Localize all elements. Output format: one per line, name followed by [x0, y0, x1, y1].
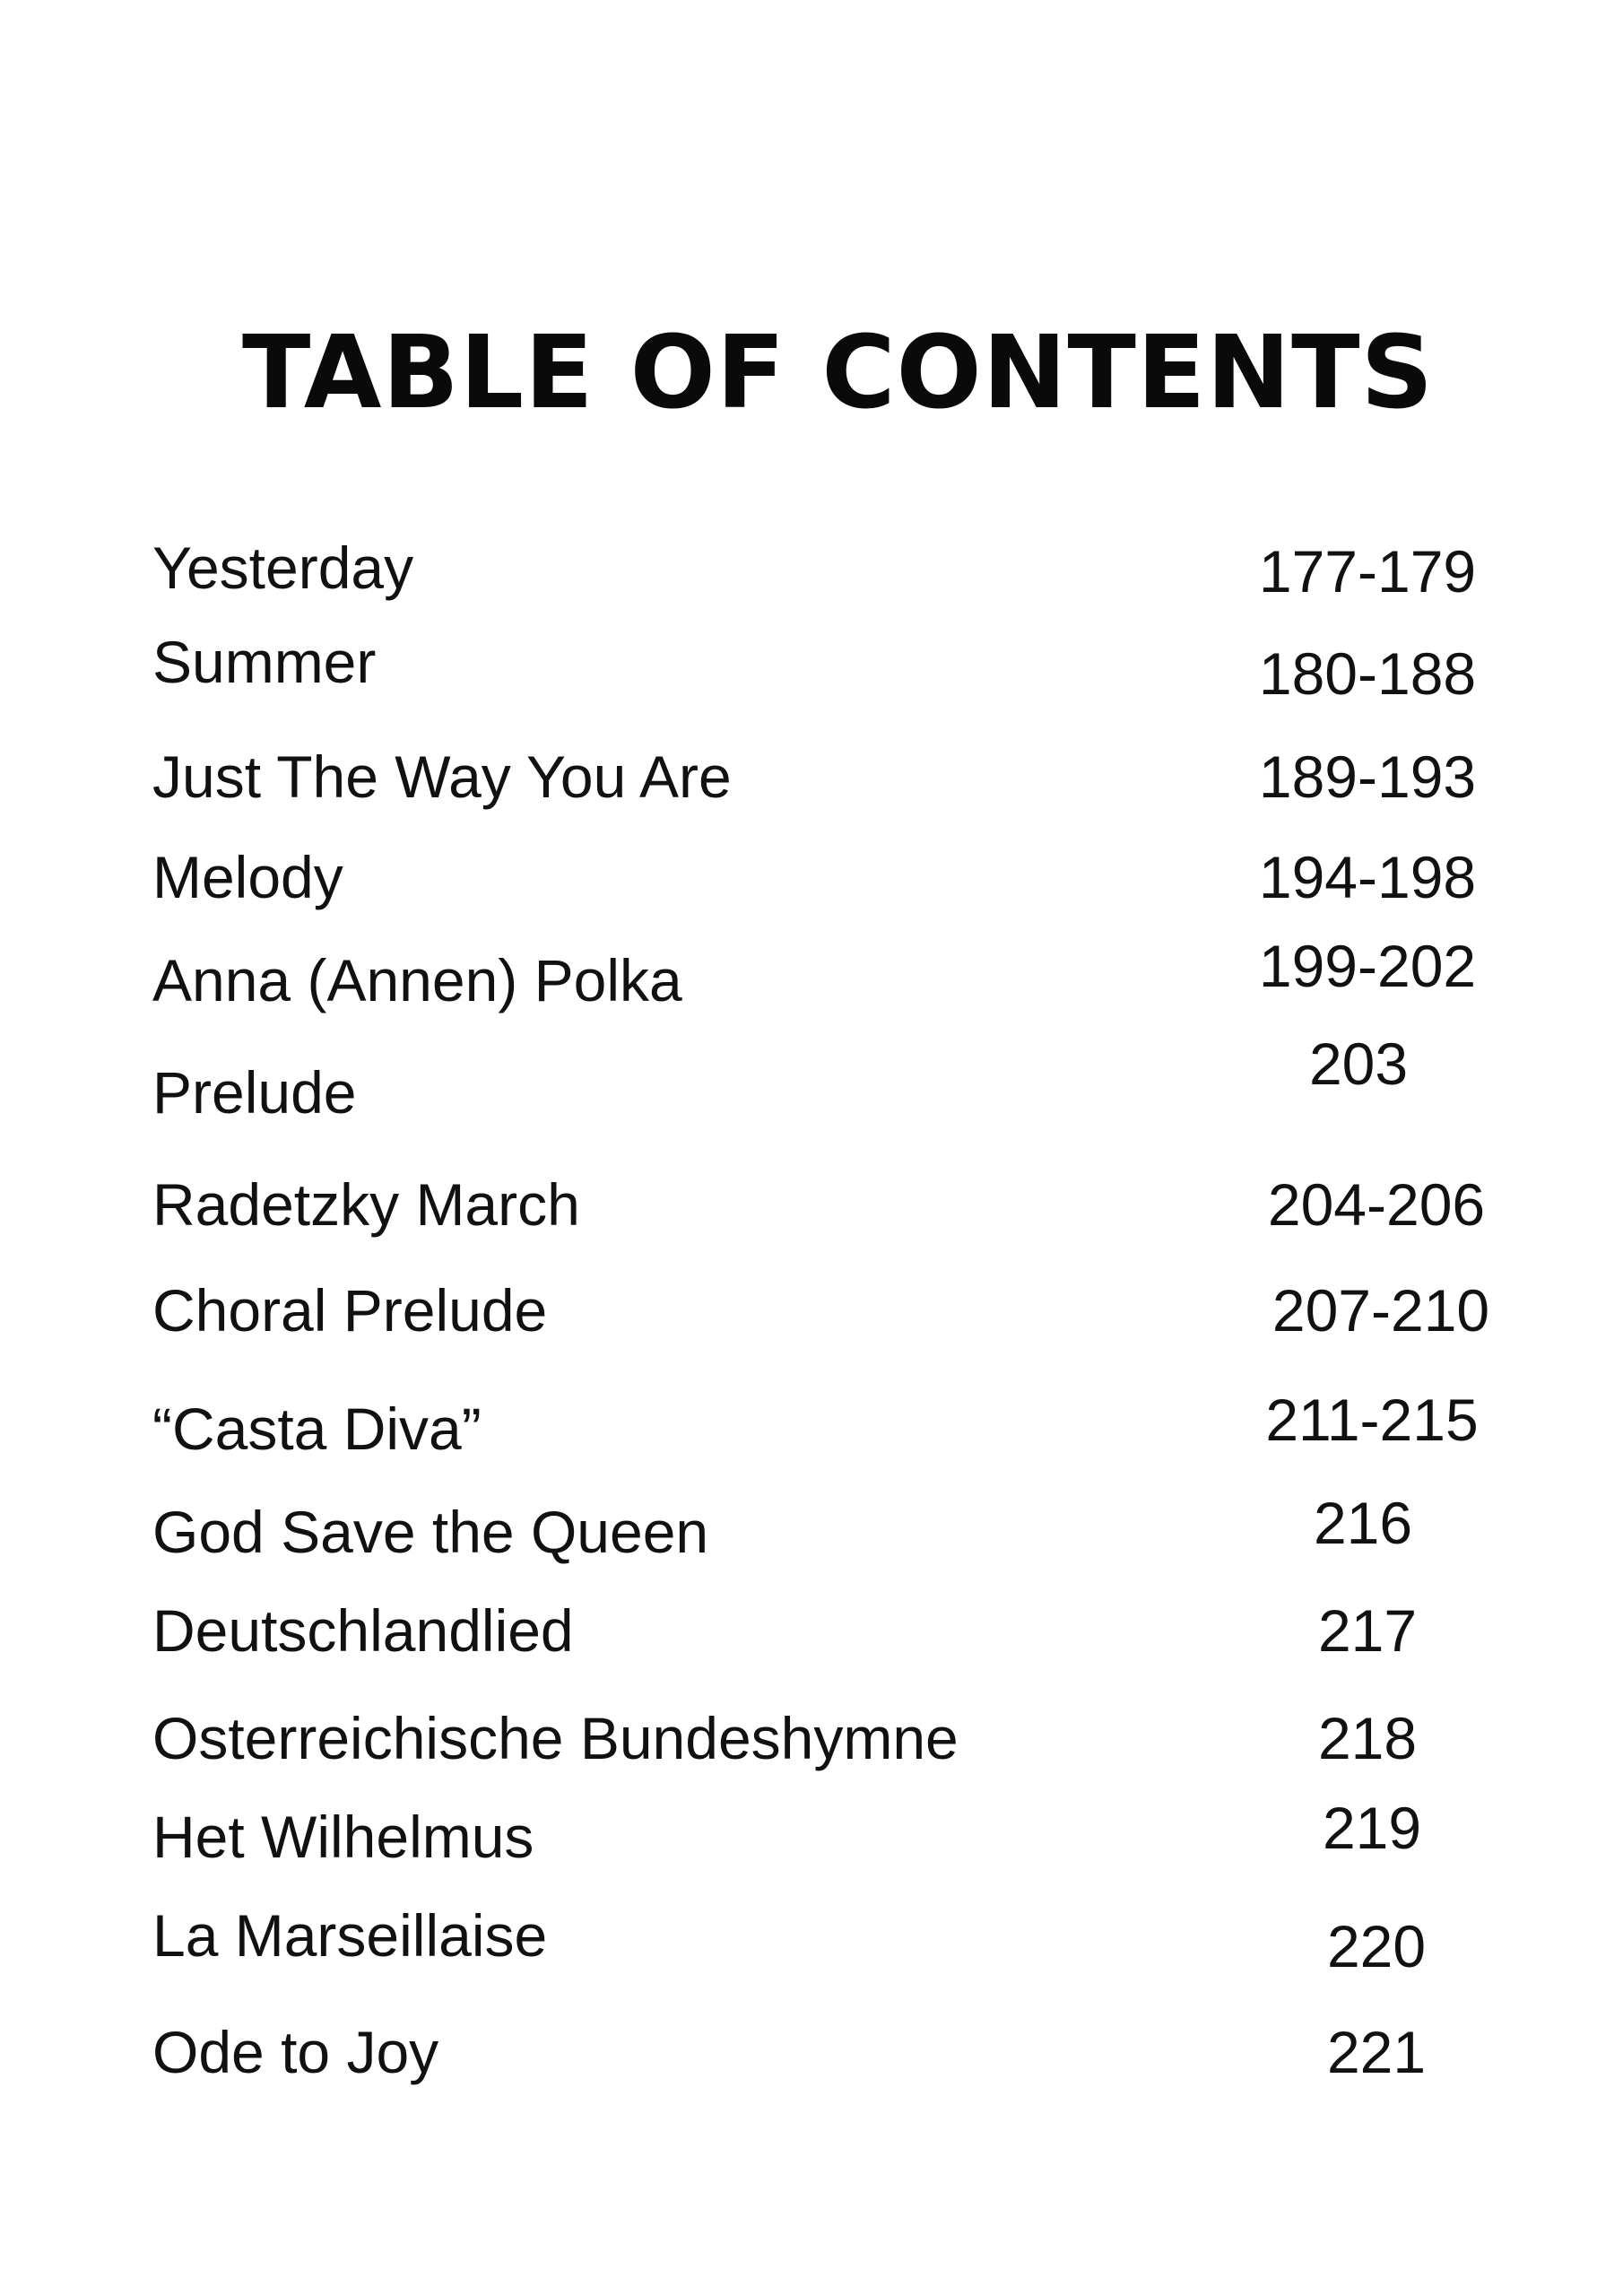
toc-entry-title: Choral Prelude [152, 1277, 548, 1344]
toc-entry-pages: 207-210 [1271, 1277, 1490, 1344]
toc-entry-pages: 218 [1317, 1705, 1418, 1771]
page-title: TABLE OF CONTENTS [242, 315, 1435, 431]
toc-entry-pages: 189-193 [1258, 744, 1477, 810]
toc-entry-title: “Casta Diva” [152, 1396, 482, 1462]
toc-entry-pages: 177-179 [1258, 538, 1477, 604]
toc-entry [0, 1277, 1623, 1352]
toc-entry-title: Prelude [152, 1059, 357, 1126]
toc-entry [0, 629, 1623, 707]
toc-entry-title: La Marseillaise [152, 1902, 548, 1969]
toc-entry [0, 1490, 1623, 1574]
toc-entry-pages: 194-198 [1258, 844, 1477, 910]
toc-entry-title: God Save the Queen [152, 1499, 709, 1565]
toc-entry-pages: 199-202 [1258, 933, 1477, 999]
toc-entry-title: Osterreichische Bundeshymne [152, 1705, 959, 1771]
toc-entry-title: Ode to Joy [152, 2019, 439, 2085]
toc-entry-pages: 217 [1317, 1597, 1418, 1664]
toc-entry-pages: 180-188 [1258, 640, 1477, 707]
toc-entry-pages: 220 [1326, 1913, 1427, 1979]
toc-entry [0, 744, 1623, 819]
toc-entry-title: Summer [152, 629, 377, 695]
toc-entry [0, 535, 1623, 610]
toc-entry [0, 1171, 1623, 1247]
toc-entry-title: Radetzky March [152, 1171, 580, 1238]
toc-entry [0, 2019, 1623, 2094]
toc-entry-pages: 221 [1326, 2019, 1427, 2085]
toc-entry-pages: 216 [1313, 1490, 1413, 1556]
toc-entry-title: Deutschlandlied [152, 1597, 574, 1664]
toc-entry-pages: 219 [1322, 1795, 1422, 1861]
toc-entry-title: Just The Way You Are [152, 744, 732, 810]
toc-entry-pages: 211-215 [1265, 1387, 1479, 1453]
toc-entry [0, 844, 1623, 919]
toc-entry-title: Anna (Annen) Polka [152, 947, 682, 1013]
toc-entry [0, 1031, 1623, 1135]
toc-entry [0, 933, 1623, 1022]
toc-entry [0, 1387, 1623, 1471]
toc-entry-title: Melody [152, 844, 343, 910]
toc-entry [0, 1795, 1623, 1879]
toc-entry-pages: 203 [1308, 1031, 1409, 1097]
toc-entry [0, 1597, 1623, 1673]
toc-entry [0, 1902, 1623, 1979]
toc-entry-title: Het Wilhelmus [152, 1804, 534, 1870]
toc-entry-title: Yesterday [152, 535, 414, 601]
toc-entry [0, 1705, 1623, 1780]
toc-entry-pages: 204-206 [1267, 1171, 1486, 1238]
